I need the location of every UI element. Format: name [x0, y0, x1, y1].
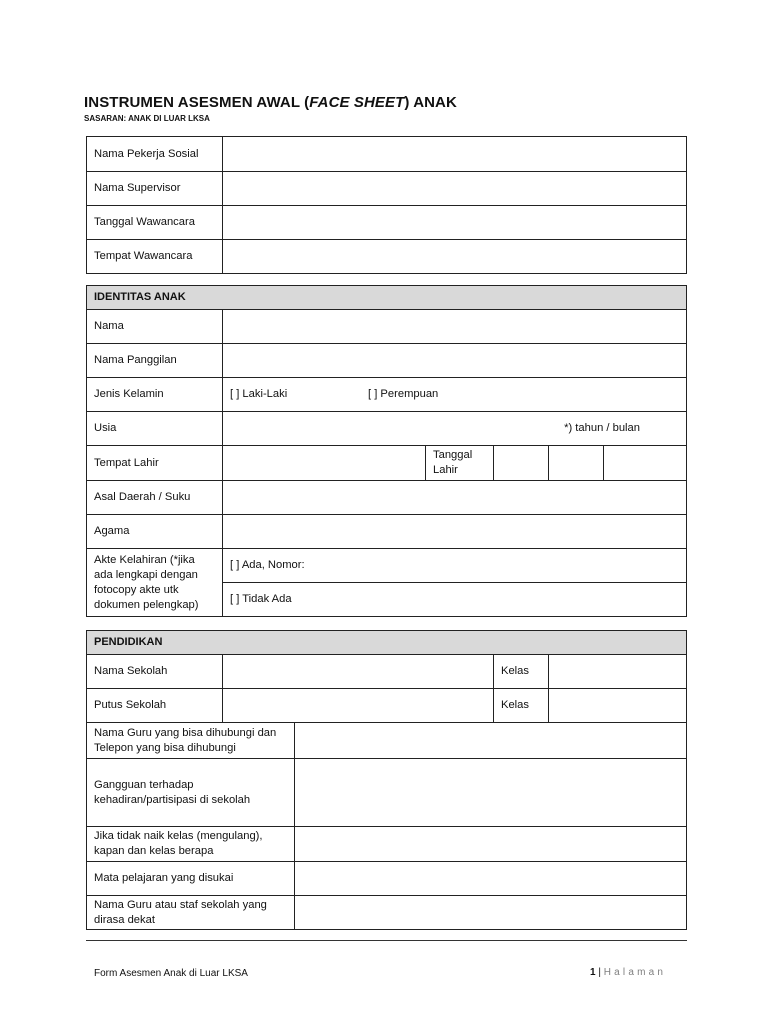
label-akte-kelahiran: Akte Kelahiran (*jika ada lengkapi dengan fotocopy akte utk dokumen pelengkap) — [87, 549, 223, 617]
label-gangguan: Gangguan terhadap kehadiran/partisipasi di sekolah — [87, 759, 295, 827]
label-pekerja-sosial: Nama Pekerja Sosial — [87, 137, 223, 172]
label-usia: Usia — [87, 412, 223, 446]
checkbox-laki-laki[interactable]: [ ] Laki-Laki — [230, 388, 288, 400]
identitas-anak-table — [86, 285, 687, 617]
field-tanggal-lahir-month[interactable] — [549, 446, 604, 481]
field-mata-pelajaran[interactable] — [295, 862, 687, 896]
field-usia[interactable]: *) tahun / bulan — [223, 412, 687, 446]
field-tanggal-lahir-day[interactable] — [494, 446, 549, 481]
label-nama-sekolah: Nama Sekolah — [87, 655, 223, 689]
section-header-identitas: IDENTITAS ANAK — [87, 286, 687, 310]
page-title: INSTRUMEN ASESMEN AWAL (FACE SHEET) ANAK — [84, 94, 457, 111]
field-nama-sekolah[interactable] — [223, 655, 494, 689]
field-jenis-kelamin — [223, 378, 687, 412]
label-mata-pelajaran: Mata pelajaran yang disukai — [87, 862, 295, 896]
field-nama-guru[interactable] — [295, 723, 687, 759]
label-nama: Nama — [87, 310, 223, 344]
label-guru-dekat: Nama Guru atau staf sekolah yang dirasa dekat — [87, 896, 295, 930]
field-nama-panggilan[interactable] — [223, 344, 687, 378]
field-gangguan[interactable] — [295, 759, 687, 827]
field-agama[interactable] — [223, 515, 687, 549]
field-tanggal-lahir-year[interactable] — [604, 446, 687, 481]
field-nama[interactable] — [223, 310, 687, 344]
footer-page-number: 1 | Halaman — [590, 967, 667, 978]
checkbox-akte-tidak-ada[interactable]: [ ] Tidak Ada — [223, 583, 687, 617]
label-kelas: Kelas — [494, 655, 549, 689]
field-tempat-wawancara[interactable] — [223, 240, 687, 274]
label-nama-panggilan: Nama Panggilan — [87, 344, 223, 378]
label-tempat-wawancara: Tempat Wawancara — [87, 240, 223, 274]
field-kelas[interactable] — [549, 655, 687, 689]
interview-info-table — [86, 136, 687, 274]
checkbox-perempuan[interactable]: [ ] Perempuan — [368, 388, 439, 400]
field-tanggal-wawancara[interactable] — [223, 206, 687, 240]
field-putus-sekolah[interactable] — [223, 689, 494, 723]
label-tempat-lahir: Tempat Lahir — [87, 446, 223, 481]
field-guru-dekat[interactable] — [295, 896, 687, 930]
field-tidak-naik-kelas[interactable] — [295, 827, 687, 862]
checkbox-akte-ada[interactable]: [ ] Ada, Nomor: — [223, 549, 687, 583]
label-tanggal-wawancara: Tanggal Wawancara — [87, 206, 223, 240]
page-subtitle: SASARAN: ANAK DI LUAR LKSA — [84, 114, 210, 123]
field-pekerja-sosial[interactable] — [223, 137, 687, 172]
field-asal-daerah[interactable] — [223, 481, 687, 515]
field-kelas-putus[interactable] — [549, 689, 687, 723]
pendidikan-table — [86, 630, 687, 930]
label-supervisor: Nama Supervisor — [87, 172, 223, 206]
label-agama: Agama — [87, 515, 223, 549]
label-kelas-putus: Kelas — [494, 689, 549, 723]
field-supervisor[interactable] — [223, 172, 687, 206]
label-tanggal-lahir: Tanggal Lahir — [426, 446, 494, 481]
section-header-pendidikan: PENDIDIKAN — [87, 631, 687, 655]
footer-form-name: Form Asesmen Anak di Luar LKSA — [94, 968, 248, 979]
footer-divider — [86, 940, 687, 941]
label-tidak-naik-kelas: Jika tidak naik kelas (mengulang), kapan dan kelas berapa — [87, 827, 295, 862]
label-jenis-kelamin: Jenis Kelamin — [87, 378, 223, 412]
label-putus-sekolah: Putus Sekolah — [87, 689, 223, 723]
label-nama-guru: Nama Guru yang bisa dihubungi dan Telepon yang bisa dihubungi — [87, 723, 295, 759]
field-tempat-lahir[interactable] — [223, 446, 426, 481]
label-asal-daerah: Asal Daerah / Suku — [87, 481, 223, 515]
